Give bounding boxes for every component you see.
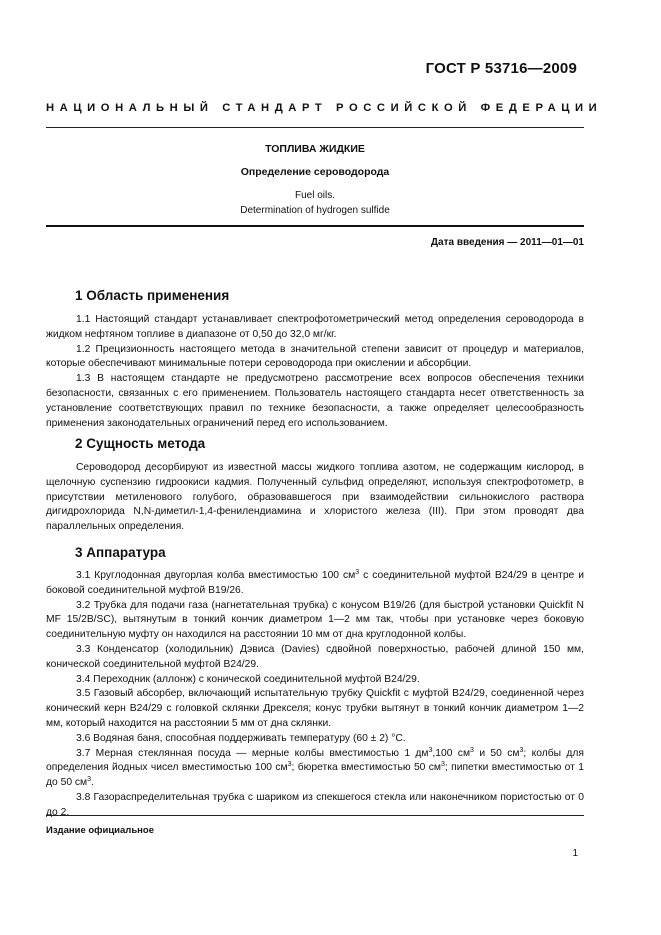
paragraph-3-7: 3.7 Мерная стеклянная посуда — мерные колбы вместимостью 1 $дм^3,100$ $см^3$ и 50 $см^3$; колбы для определения йодных чисел вместимостью 100 $см^3$; бюретка вместимостью 50 $см^3$; пипетки вместимостью от 1 до 50 $см^3$. <box>46 746 584 789</box>
section-1-heading: 1 Область применения <box>75 288 230 303</box>
paragraph-3-2: 3.2 Трубка для подачи газа (нагнетательная трубка) с конусом В19/26 (для быстрой установки Quickfit N MF 15/2B/SC), вытянутым в тонкий кончик диаметром 1—2 мм так, чтобы при установке через боковую соединительную муфту он находился на расстоянии 10 мм от дна круглодонной колбы. <box>46 599 584 641</box>
introduction-date: Дата введения — 2011—01—01 <box>430 237 584 248</box>
section-2-body <box>46 461 584 535</box>
section-1-body <box>46 313 584 431</box>
paragraph-2: Сероводород десорбируют из известной массы жидкого топлива азотом, не содержащим кислород, в щелочную суспензию гидроокиси кадмия. Полученный сульфид определяют, используя спектрофотометр, в присутствии метиленового голубого, образовавшегося при взаимодействии сильнокислого раствора дигидрохлорида N,N-диметил-1,4-фенилендиамина и хлористого железа (III). При этом проводят два параллельных определения. <box>46 462 584 533</box>
english-title-line2: Determination of hydrogen sulfide <box>240 205 390 216</box>
section-2-heading: 2 Сущность метода <box>75 436 206 451</box>
edition-note: Издание официальное <box>46 825 154 836</box>
section-3-body <box>46 569 584 821</box>
english-title-line1: Fuel oils. <box>294 190 335 201</box>
document-title: ТОПЛИВА ЖИДКИЕ <box>265 143 365 155</box>
paragraph-3-4: 3.4 Переходник (аллонж) с конической соединительной муфтой В24/29. <box>76 673 420 685</box>
paragraph-3-6: 3.6 Водяная баня, способная поддерживать температуру (60 ± 2) °С. <box>76 732 406 744</box>
title-divider <box>46 225 584 227</box>
section-3-heading: 3 Аппаратура <box>75 545 166 560</box>
national-standard-banner: НАЦИОНАЛЬНЫЙ СТАНДАРТ РОССИЙСКОЙ ФЕДЕРАЦИИ <box>46 102 603 114</box>
paragraph-1-3: 1.3 В настоящем стандарте не предусмотрено рассмотрение всех вопросов обеспечения техники безопасности, связанных с его применением. Пользователь настоящего стандарта несет ответственность за установление соответствующих правил по технике безопасности, а также определяет целесообразность применения законодательных ограничений перед его использованием. <box>46 373 584 429</box>
paragraph-3-1: 3.1 Круглодонная двугорлая колба вместимостью 100 $см^3$ с соединительной муфтой В24/29 в центре и боковой соединительной муфтой В19/26. <box>46 569 584 596</box>
top-divider <box>46 127 584 128</box>
standard-code: ГОСТ Р 53716—2009 <box>425 60 577 77</box>
document-subtitle: Определение сероводорода <box>240 166 390 178</box>
paragraph-3-3: 3.3 Конденсатор (холодильник) Дэвиса (Davies) сдвойной поверхностью, рабочей длиной 150 мм, конической соединительной муфтой В24/29. <box>46 643 584 670</box>
paragraph-1-1: 1.1 Настоящий стандарт устанавливает спектрофотометрический метод определения сероводорода в жидком нефтяном топливе в диапазоне от 0,50 до 32,0 мг/кг. <box>46 314 584 340</box>
paragraph-1-2: 1.2 Прецизионность настоящего метода в значительной степени зависит от процедур и материалов, которые обеспечивают минимальные потери сероводорода при окислении и абсорбции. <box>46 343 584 370</box>
page-number: 1 <box>572 848 578 859</box>
footer-divider <box>46 815 584 816</box>
paragraph-3-8: 3.8 Газораспределительная трубка с шариком из спекшегося стекла или наконечником пористостью от 0 до 2. <box>46 791 584 818</box>
paragraph-3-5: 3.5 Газовый абсорбер, включающий испытательную трубку Quickfit с муфтой В24/29, соединенной через конический керн В24/29 с головкой склянки Дрекселя; конус трубки вытянут в тонкий кончик диаметром 1—2 мм, который находится на расстоянии 5 мм от дна склянки. <box>46 688 584 729</box>
